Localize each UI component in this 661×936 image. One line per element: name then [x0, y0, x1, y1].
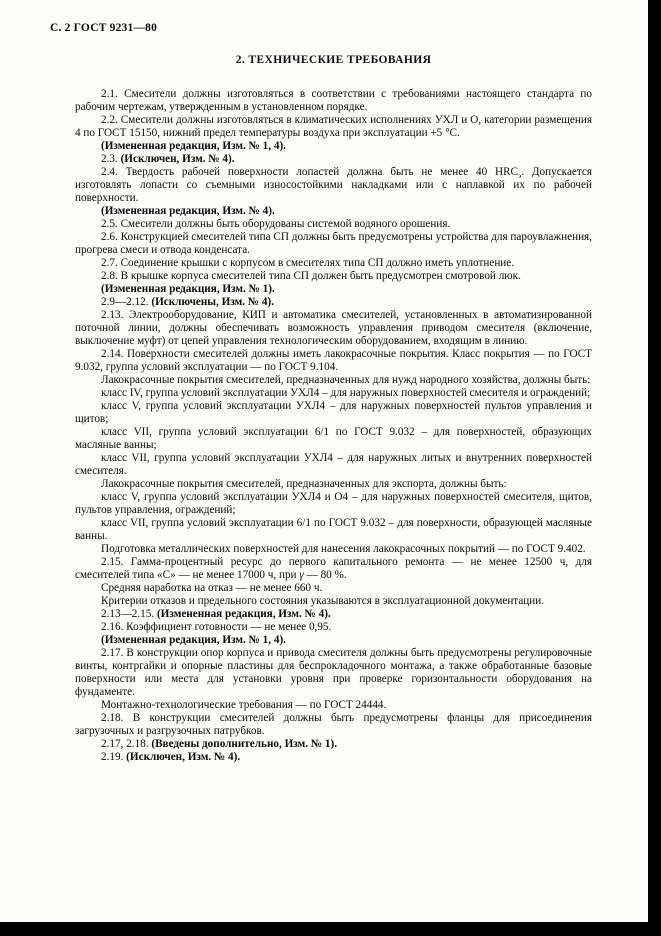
text-run: э: [518, 171, 522, 181]
text-run: 2.4. Твердость рабочей поверхности лопастей должна быть не менее 40 HRC: [101, 166, 519, 178]
paragraph: [75, 296, 592, 309]
text-run: 2.17, 2.18.: [101, 738, 152, 750]
paragraph: [75, 452, 592, 478]
paragraph: [75, 621, 592, 634]
paragraph: [75, 205, 592, 218]
text-run: (Измененная редакция, Изм. № 1).: [101, 283, 275, 295]
paragraph: [75, 699, 592, 712]
text-run: 2.7. Соединение крышки с корпусом в смесителях типа СП должно иметь уплотнение.: [101, 257, 515, 269]
text-run: 2.9—2.12.: [101, 296, 152, 308]
text-run: 2.3.: [101, 153, 121, 165]
text-run: Подготовка металлических поверхностей для нанесения лакокрасочных покрытий — по ГОСТ 9.402.: [101, 543, 586, 555]
paragraph: [75, 270, 592, 283]
paragraph: [75, 426, 592, 452]
paragraph: [75, 543, 592, 556]
text-run: 2.1. Смесители должны изготовляться в соответствии с требованиями настоящего стандарта по рабочим чертежам, утвержденным в установленном порядке.: [75, 88, 592, 113]
text-run: (Введены дополнительно, Изм. № 1).: [151, 738, 338, 750]
text-run: 2.14. Поверхности смесителей должны иметь лакокрасочные покрытия. Класс покрытия — по ГОСТ 9.032, группа условий эксплуатации — по ГОСТ 9.104.: [75, 348, 592, 373]
text-run: 2.2. Смесители должны изготовляться в климатических исполнениях УХЛ и О, категории размещения 4 по ГОСТ 15150, нижний предел температуры воздуха при эксплуатации +5 °С.: [75, 114, 592, 139]
paragraph: [75, 218, 592, 231]
paragraph: [75, 348, 592, 374]
text-run: (Исключен, Изм. № 4).: [120, 153, 235, 165]
text-run: Монтажно-технологические требования — по ГОСТ 24444.: [101, 699, 387, 711]
text-run: . Допускается изготовлять лопасти со съемными износостойкими накладками или с наплавкой их по рабочей поверхности.: [75, 166, 593, 204]
text-run: (Исключены, Изм. № 4).: [151, 296, 275, 308]
paragraph: [75, 478, 592, 491]
text-run: 2.17. В конструкции опор корпуса и привода смесителя должны быть предусмотрены регулировочные винты, контргайки и опорные пластины для беспрокладочного монтажа, а также обработанные базовые поверхности или места для установки уровня при проверке горизонтальности оборудования на фундаменте.: [75, 647, 592, 698]
scan-edge-bottom: [0, 922, 661, 936]
text-run: Лакокрасочные покрытия смесителей, предназначенных для нужд народного хозяйства, должны быть:: [101, 374, 591, 386]
paragraph: [75, 153, 592, 166]
text-run: γ: [299, 569, 304, 581]
paragraph: [75, 647, 592, 699]
paragraph: [75, 309, 592, 348]
paragraph: [75, 608, 592, 621]
text-run: 2.5. Смесители должны быть оборудованы системой водяного орошения.: [101, 218, 451, 230]
text-run: (Измененная редакция, Изм. № 1, 4).: [101, 140, 286, 152]
text-run: (Измененная редакция, Изм. № 4).: [156, 608, 331, 620]
text-run: 2.8. В крышке корпуса смесителей типа СП должен быть предусмотрен смотровой люк.: [101, 270, 521, 282]
text-run: 2.13. Электрооборудование, КИП и автоматика смесителей, установленных в автоматизированной поточной линии, должны обеспечивать возможность управления приводом смесителя (включение, выключение муфт) от цепей управления технологическим оборудованием, входящим в линию.: [75, 309, 592, 347]
paragraph: [75, 556, 592, 582]
text-run: (Измененная редакция, Изм. № 1, 4).: [101, 634, 286, 646]
text-run: 2.13—2.15.: [101, 608, 157, 620]
paragraph: [75, 751, 592, 764]
text-run: Средняя наработка на отказ — не менее 660 ч.: [101, 582, 323, 594]
text-run: — 80 %.: [303, 569, 347, 581]
paragraph: [75, 400, 592, 426]
text-run: Критерии отказов и предельного состояния указываются в эксплуатационной документации.: [101, 595, 545, 607]
text-run: класс IV, группа условий эксплуатации УХЛ4 – для наружных поверхностей смесителя и ограждений;: [101, 387, 591, 399]
text-run: 2.15. Гамма-процентный ресурс до первого капитального ремонта — не менее 12500 ч, для смесителей типа «С» — не менее 17000 ч, при: [75, 556, 592, 581]
scan-edge-right: [648, 0, 661, 936]
text-run: класс V, группа условий эксплуатации УХЛ4 – для наружных поверхностей пультов управления и щитов;: [75, 400, 592, 425]
paragraph: [75, 88, 592, 114]
page-header: С. 2 ГОСТ 9231—80: [50, 22, 158, 34]
text-run: 2.16. Коэффициент готовности — не менее 0,95.: [101, 621, 332, 633]
paragraph: [75, 491, 592, 517]
text-run: 2.6. Конструкцией смесителей типа СП должны быть предусмотрены устройства для пароувлажнения, прогрева смеси и отвода конденсата.: [75, 231, 592, 256]
text-run: класс VII, группа условий эксплуатации УХЛ4 – для наружных литых и внутренних поверхностей смесителя.: [75, 452, 592, 477]
text-run: 2.18. В конструкции смесителей должны быть предусмотрены фланцы для присоединения загрузочных и разгрузочных патрубков.: [75, 712, 592, 737]
paragraph: [75, 712, 592, 738]
document-body: [75, 88, 592, 764]
text-run: (Исключен, Изм. № 4).: [126, 751, 241, 763]
paragraph: [75, 374, 592, 387]
paragraph: [75, 387, 592, 400]
section-title: 2. ТЕХНИЧЕСКИЕ ТРЕБОВАНИЯ: [235, 54, 432, 66]
text-run: класс VII, группа условий эксплуатации 6/1 по ГОСТ 9.032 – для поверхности, образующей масляные ванны.: [75, 517, 592, 542]
paragraph: [75, 140, 592, 153]
paragraph: [75, 114, 592, 140]
text-run: (Измененная редакция, Изм. № 4).: [101, 205, 275, 217]
paragraph: [75, 634, 592, 647]
paragraph: [75, 283, 592, 296]
paragraph: [75, 738, 592, 751]
text-run: 2.19.: [101, 751, 127, 763]
paragraph: [75, 517, 592, 543]
paragraph: [75, 595, 592, 608]
paragraph: [75, 257, 592, 270]
paragraph: [75, 582, 592, 595]
paragraph: [75, 231, 592, 257]
paragraph: [75, 166, 592, 205]
text-run: класс VII, группа условий эксплуатации 6/1 по ГОСТ 9.032 – для поверхностей, образующих масляные ванны;: [75, 426, 592, 451]
text-run: Лакокрасочные покрытия смесителей, предназначенных для экспорта, должны быть:: [101, 478, 507, 490]
text-run: класс V, группа условий эксплуатации УХЛ4 и О4 – для наружных поверхностей смесителя, щитов, пультов управления, ограждений;: [75, 491, 592, 516]
